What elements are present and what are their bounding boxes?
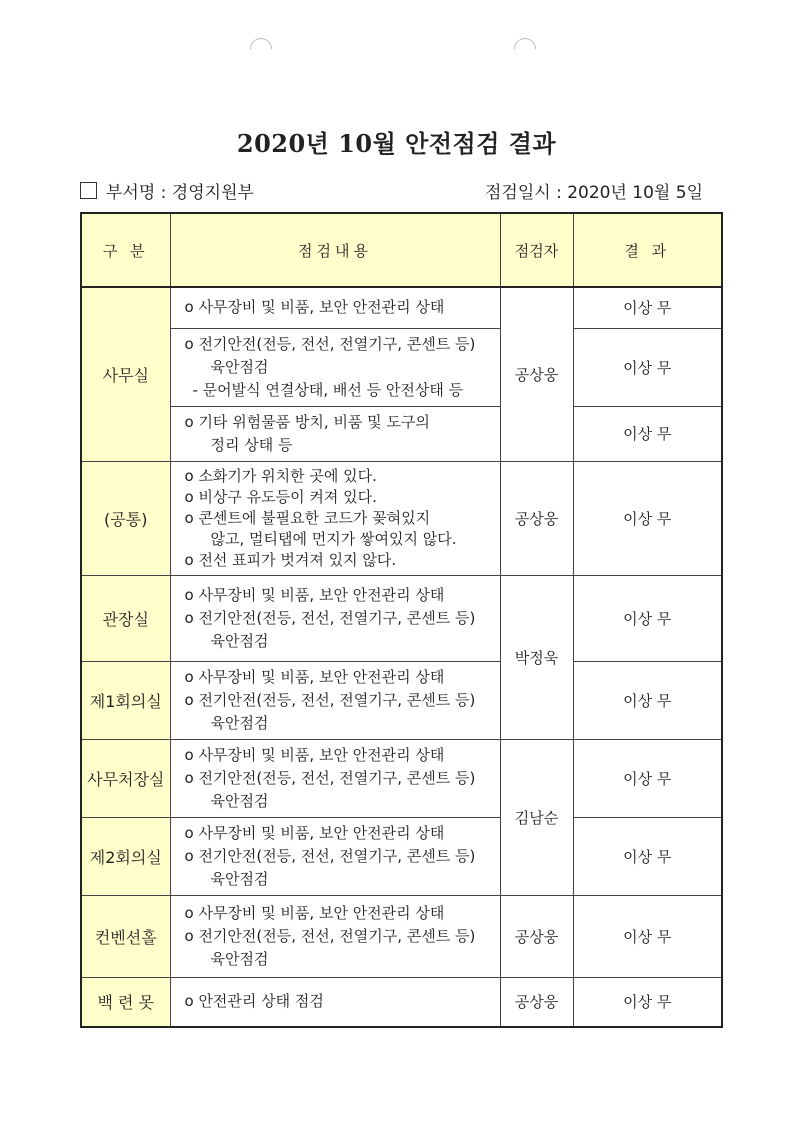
inspection-table <box>80 212 723 1028</box>
header-row <box>81 213 722 287</box>
inspection-date: 점검일시 : 2020년 10월 5일 <box>484 183 703 203</box>
content-line: o 전기안전(전등, 전선, 전열기구, 콘센트 등) <box>184 608 476 627</box>
table-row <box>81 739 722 817</box>
content-line: o 사무장비 및 비품, 보안 안전관리 상태 <box>184 823 445 842</box>
category-cell: 제1회의실 <box>81 661 170 739</box>
content-line: 육안점검 <box>210 869 269 888</box>
content-line: 육안점검 <box>210 713 269 732</box>
content-line: 정리 상태 등 <box>210 435 293 454</box>
result-cell: 이상 무 <box>573 461 722 575</box>
inspector-cell: 박정욱 <box>500 575 573 739</box>
inspector-cell: 공상웅 <box>500 977 573 1027</box>
result-cell: 이상 무 <box>573 328 722 406</box>
content-line: o 사무장비 및 비품, 보안 안전관리 상태 <box>184 903 445 922</box>
content-cell <box>170 406 500 461</box>
content-line: o 안전관리 상태 점검 <box>184 992 324 1011</box>
table-row <box>81 977 722 1027</box>
content-cell <box>170 287 500 328</box>
punch-hole-left-icon <box>245 33 276 64</box>
content-line: o 사무장비 및 비품, 보안 안전관리 상태 <box>184 745 445 764</box>
header-content: 점검내용 <box>170 213 500 287</box>
result-cell: 이상 무 <box>573 406 722 461</box>
content-line: o 전기안전(전등, 전선, 전열기구, 콘센트 등) <box>184 334 476 353</box>
inspector-cell: 공상웅 <box>500 287 573 461</box>
punch-hole-right-icon <box>509 33 540 64</box>
content-cell <box>170 575 500 661</box>
content-line: o 비상구 유도등이 켜져 있다. <box>184 487 377 506</box>
category-cell: (공통) <box>81 461 170 575</box>
content-line: o 사무장비 및 비품, 보안 안전관리 상태 <box>184 298 445 317</box>
result-cell: 이상 무 <box>573 977 722 1027</box>
content-line: 육안점검 <box>210 631 269 650</box>
table-row <box>81 287 722 328</box>
result-cell: 이상 무 <box>573 287 722 328</box>
header-result: 결 과 <box>573 213 722 287</box>
result-cell: 이상 무 <box>573 817 722 895</box>
table-row <box>81 895 722 977</box>
content-line: o 기타 위험물품 방치, 비품 및 도구의 <box>184 412 430 431</box>
category-cell: 사무처장실 <box>81 739 170 817</box>
checkbox-square-icon <box>80 182 97 199</box>
content-cell <box>170 977 500 1027</box>
content-cell <box>170 461 500 575</box>
table-row <box>81 661 722 739</box>
result-cell: 이상 무 <box>573 739 722 817</box>
result-cell: 이상 무 <box>573 575 722 661</box>
table-row <box>81 817 722 895</box>
inspector-cell: 공상웅 <box>500 461 573 575</box>
category-cell: 제2회의실 <box>81 817 170 895</box>
header-category: 구 분 <box>81 213 170 287</box>
category-cell: 사무실 <box>81 287 170 461</box>
content-line: o 콘센트에 불필요한 코드가 꽂혀있지 <box>184 508 431 527</box>
content-line: o 전기안전(전등, 전선, 전열기구, 콘센트 등) <box>184 846 476 865</box>
table-row <box>81 328 722 406</box>
table-row <box>81 406 722 461</box>
content-line: 않고, 멀티탭에 먼지가 쌓여있지 않다. <box>210 529 457 548</box>
result-cell: 이상 무 <box>573 895 722 977</box>
content-line: o 소화기가 위치한 곳에 있다. <box>184 466 377 485</box>
page-title: 2020년 10월 안전점검 결과 <box>236 129 557 158</box>
category-cell: 관장실 <box>81 575 170 661</box>
inspector-cell: 공상웅 <box>500 895 573 977</box>
table-row <box>81 461 722 575</box>
content-line: 육안점검 <box>210 357 269 376</box>
content-line: o 전기안전(전등, 전선, 전열기구, 콘센트 등) <box>184 768 476 787</box>
result-cell: 이상 무 <box>573 661 722 739</box>
content-line: 육안점검 <box>210 791 269 810</box>
content-line: o 전기안전(전등, 전선, 전열기구, 콘센트 등) <box>184 690 476 709</box>
inspector-cell: 김남순 <box>500 739 573 895</box>
content-line: o 전기안전(전등, 전선, 전열기구, 콘센트 등) <box>184 926 476 945</box>
content-line: o 전선 표피가 벗겨져 있지 않다. <box>184 550 397 569</box>
content-cell <box>170 661 500 739</box>
header-inspector: 점검자 <box>500 213 573 287</box>
department-line <box>80 178 254 203</box>
content-cell <box>170 328 500 406</box>
content-line: 육안점검 <box>210 949 269 968</box>
table-row <box>81 575 722 661</box>
content-cell <box>170 895 500 977</box>
content-line: o 사무장비 및 비품, 보안 안전관리 상태 <box>184 585 445 604</box>
category-cell: 백 련 못 <box>81 977 170 1027</box>
content-line: - 문어발식 연결상태, 배선 등 안전상태 등 <box>192 380 464 399</box>
category-cell: 컨벤션홀 <box>81 895 170 977</box>
content-line: o 사무장비 및 비품, 보안 안전관리 상태 <box>184 667 445 686</box>
department-label: 부서명 : 경영지원부 <box>106 183 254 203</box>
content-cell <box>170 817 500 895</box>
content-cell <box>170 739 500 817</box>
